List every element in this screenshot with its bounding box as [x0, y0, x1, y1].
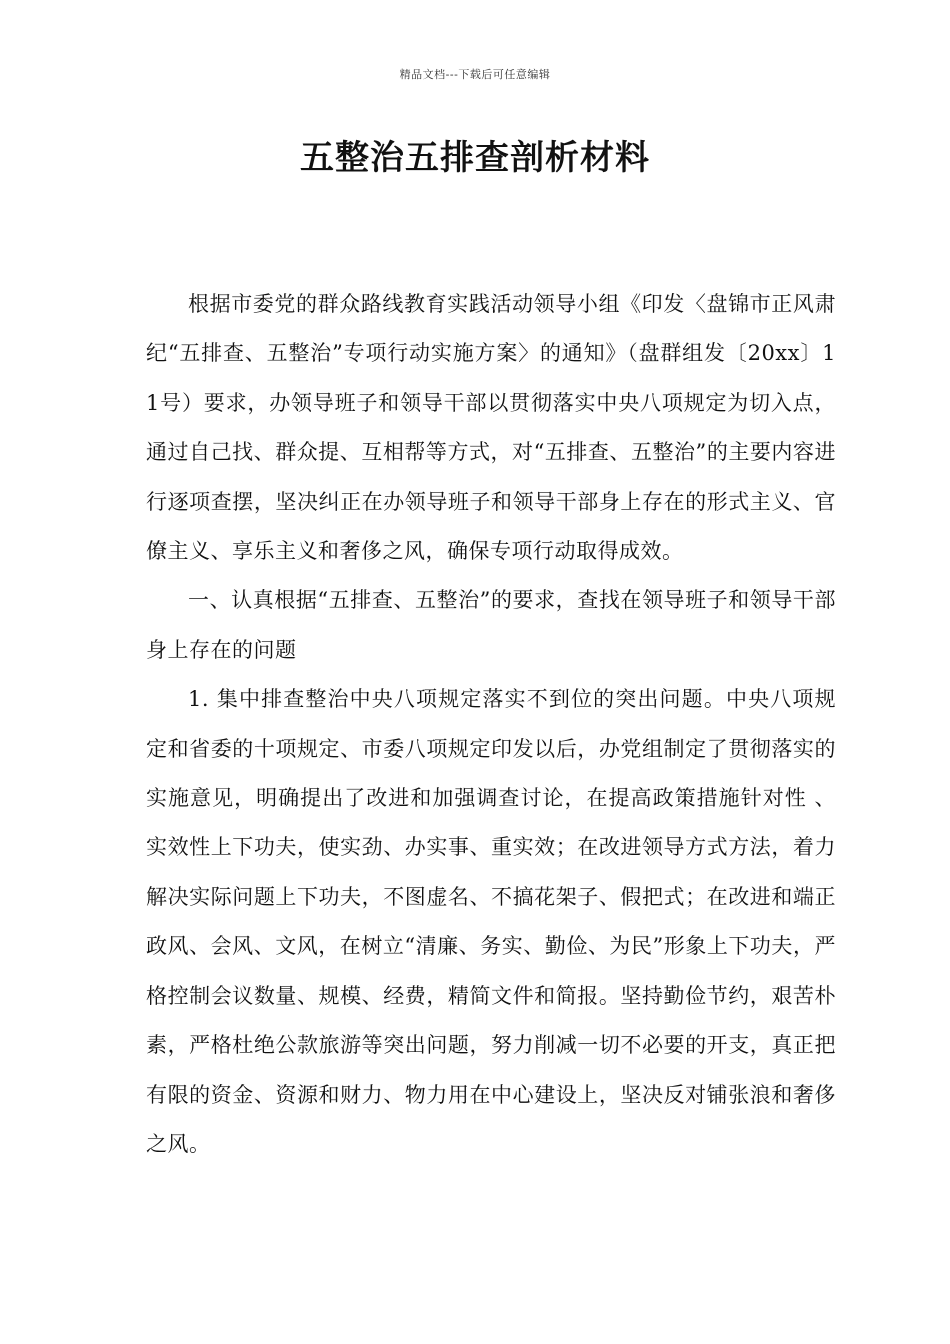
header-note: 精品文档---下载后可任意编辑 [399, 68, 551, 81]
document-body [146, 280, 836, 1169]
section-heading-1: 一、认真根据“五排查、五整治”的要求，查找在领导班子和领导干部身上存在的问题 [146, 588, 836, 662]
paragraph-intro: 根据市委党的群众路线教育实践活动领导小组《印发〈盘锦市正风肃纪“五排查、五整治”专项行动实施方案〉的通知》（盘群组发〔20xx〕11号）要求，办领导班子和领导干部以贯彻落实中央八项规定为切入点，通过自己找、群众提、互相帮等方式，对“五排查、五整治”的主要内容进行逐项查摆，坚决纠正在办领导班子和领导干部身上存在的形式主义、官僚主义、享乐主义和奢侈之风，确保专项行动取得成效。 [146, 292, 836, 564]
paragraph-item-1: 1. 集中排查整治中央八项规定落实不到位的突出问题。中央八项规定和省委的十项规定、市委八项规定印发以后，办党组制定了贯彻落实的实施意见，明确提出了改进和加强调查讨论，在提高政策措施针对性 、实效性上下功夫，使实劲、办实事、重实效；在改进领导方式方法，着力解决实际问题上下功夫，不图虚名、不搞花架子、假把式；在改进和端正政风、会风、文风，在树立“清廉、务实、勤俭、为民”形象上下功夫，严格控制会议数量、规模、经费，精简文件和简报。坚持勤俭节约，艰苦朴素，严格杜绝公款旅游等突出问题，努力削减一切不必要的开支，真正把有限的资金、资源和财力、物力用在中心建设上，坚决反对铺张浪和奢侈之风。 [146, 687, 836, 1156]
document-title: 五整治五排查剖析材料 [300, 138, 650, 178]
